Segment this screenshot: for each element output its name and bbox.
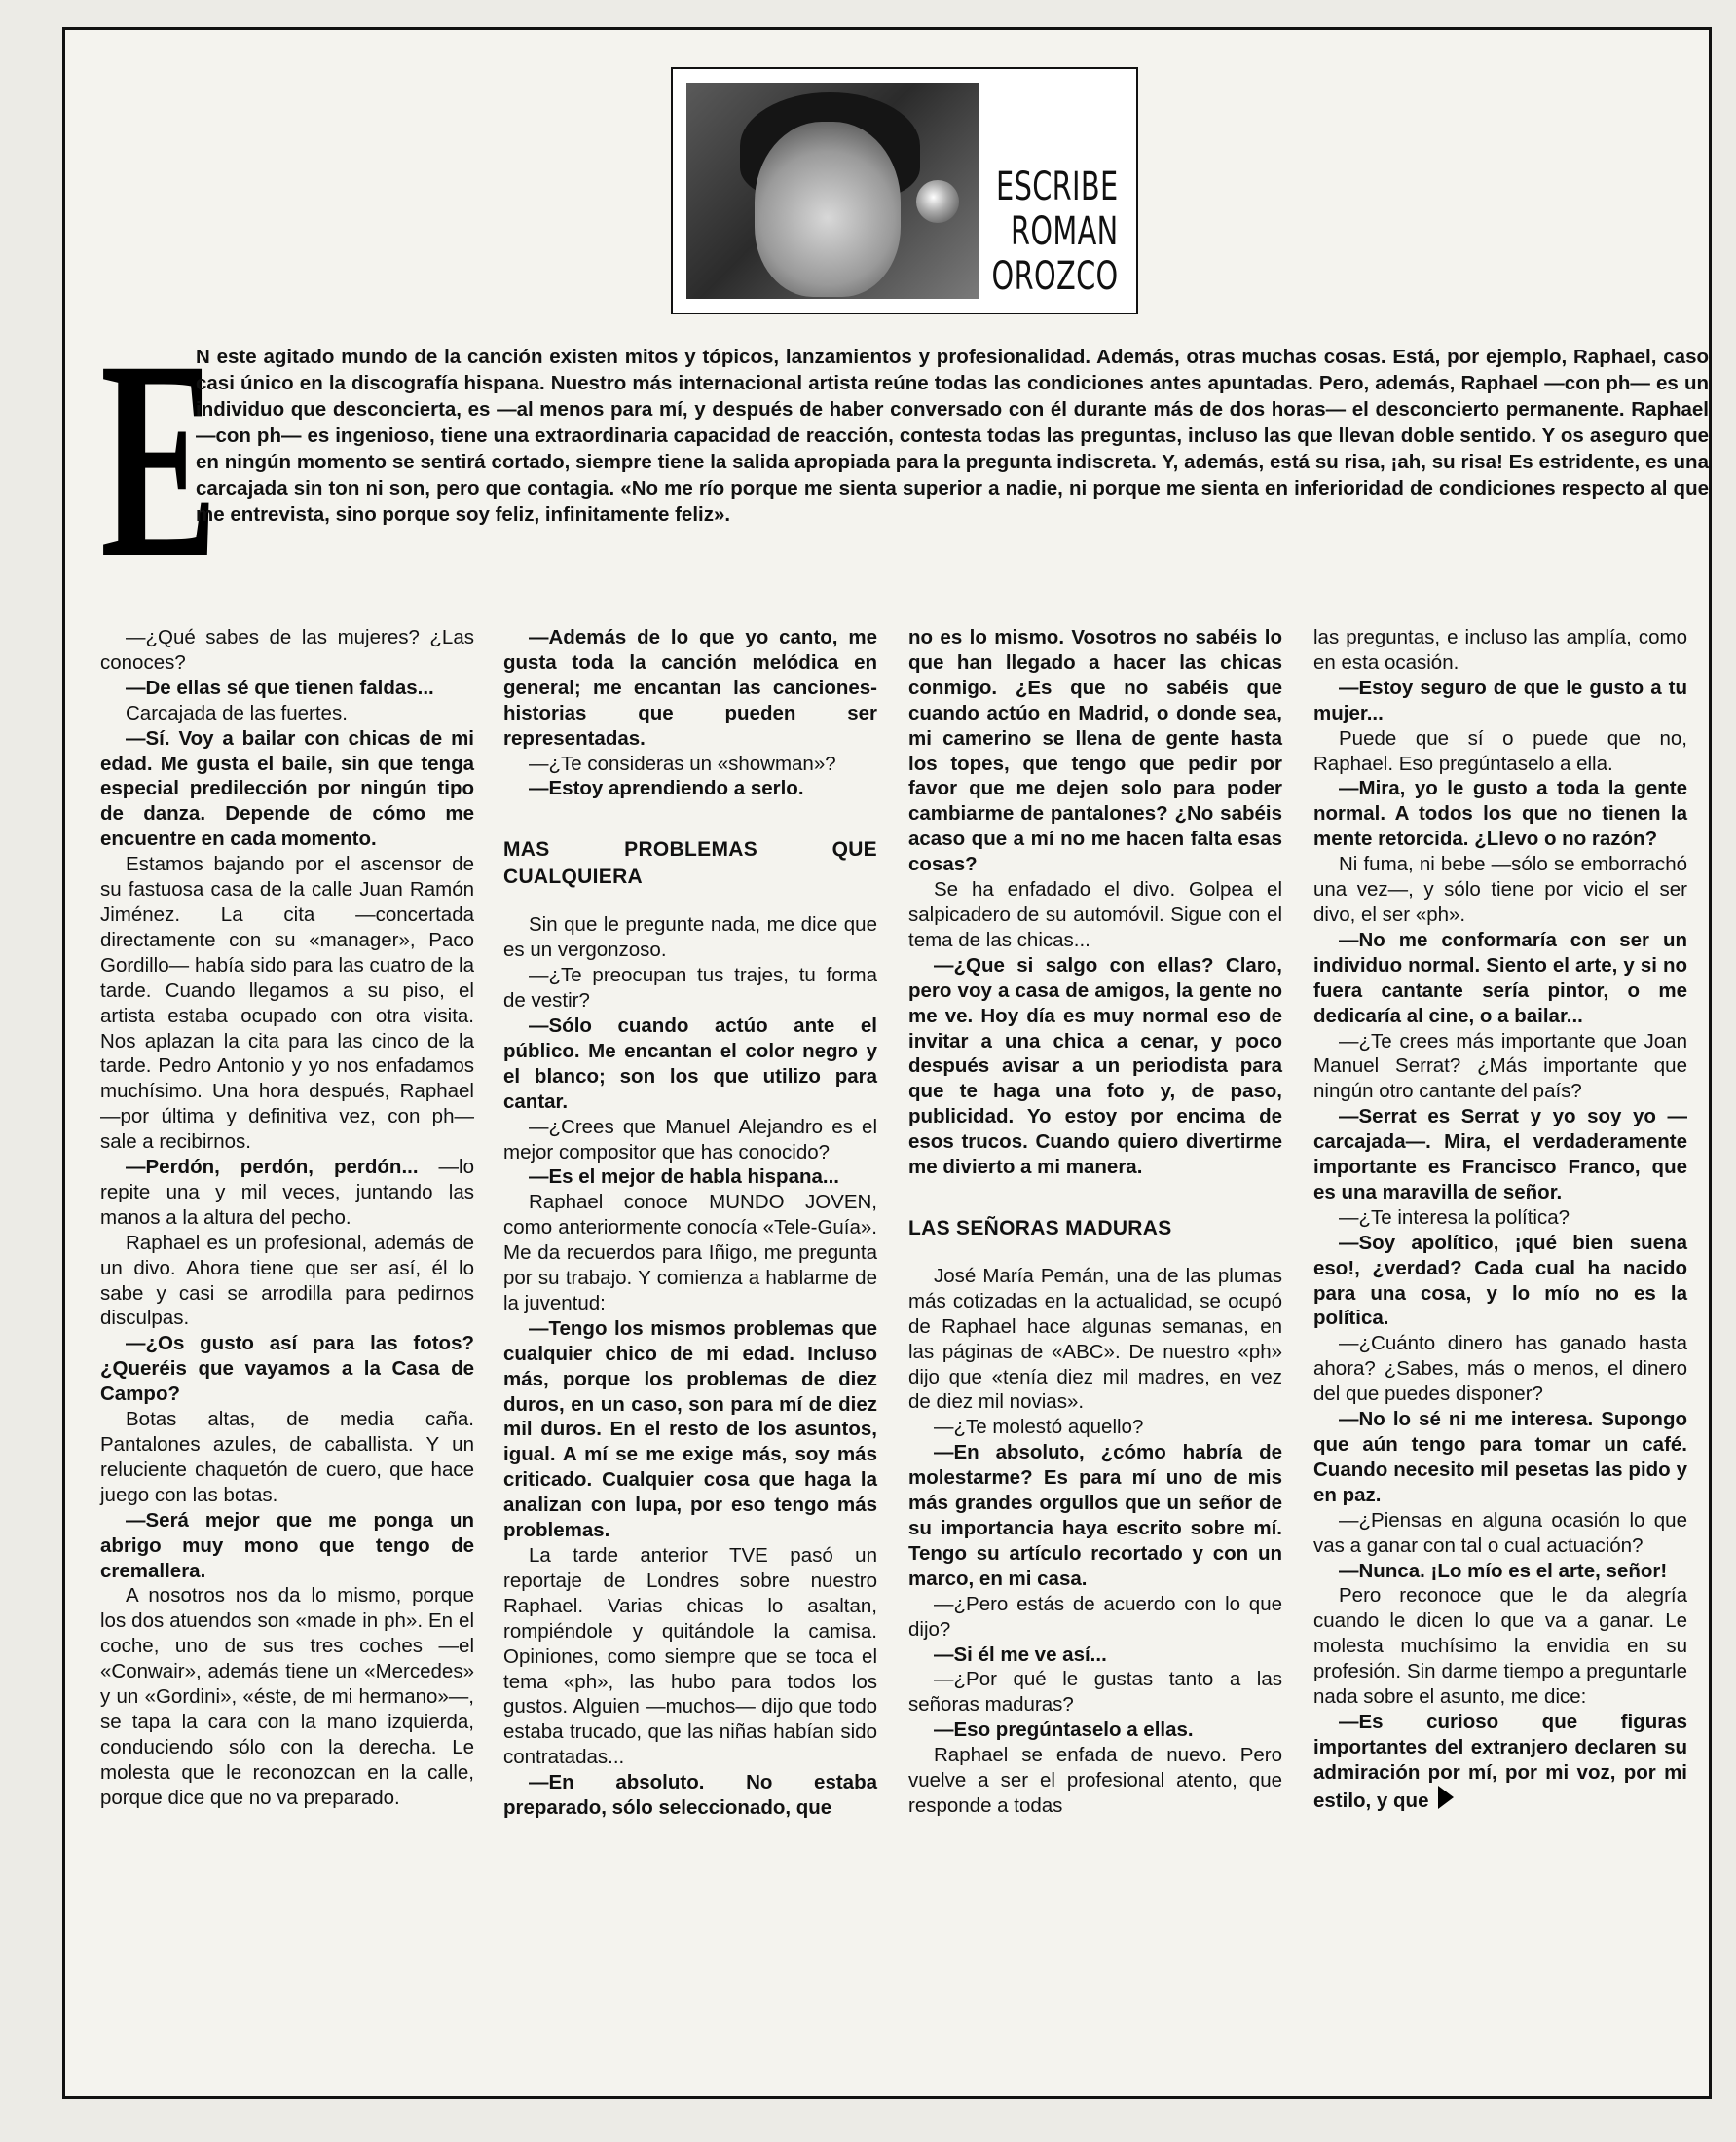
paragraph-text: —Estoy seguro de que le gusto a tu mujer... <box>1313 676 1687 724</box>
article-column-3 <box>908 625 1282 1819</box>
paragraph-text: —¿Te molestó aquello? <box>934 1416 1144 1439</box>
article-paragraph <box>1313 1583 1687 1710</box>
lead-paragraph <box>100 303 1709 617</box>
article-paragraph <box>908 953 1282 1180</box>
article-paragraph <box>1313 726 1687 777</box>
article-paragraph <box>908 877 1282 953</box>
paragraph-text: —Tengo los mismos problemas que cualquier chico de mi edad. Incluso más, porque los problemas de diez duros, en un caso, son para mí de diez mil duros. En el resto de los asuntos, igual. A mí se me exige más, soy más criticado. Cualquier cosa que haga la analizan con lupa, por eso tengo más problemas. <box>503 1316 877 1542</box>
paragraph-text: Raphael se enfada de nuevo. Pero vuelve a ser el profesional atento, que responde a todas <box>908 1744 1282 1817</box>
article-paragraph <box>1313 852 1687 928</box>
continue-arrow-icon <box>1438 1786 1454 1809</box>
paragraph-text: —Es curioso que figuras importantes del extranjero declaren su admiración por mí, por mi voz, por mi estilo, y que <box>1313 1710 1687 1812</box>
article-paragraph <box>503 1115 877 1165</box>
paragraph-text: —Nunca. ¡Lo mío es el arte, señor! <box>1339 1559 1668 1582</box>
article-paragraph <box>908 1415 1282 1440</box>
paragraph-text: —¿Te preocupan tus trajes, tu forma de vestir? <box>503 964 877 1013</box>
paragraph-text: —Mira, yo le gusto a toda la gente normal. A todos los que no tienen la mente retorcida. ¿Llevo o no razón? <box>1313 777 1687 851</box>
magazine-page <box>62 27 1712 2099</box>
article-paragraph <box>503 1543 877 1770</box>
paragraph-text: —En absoluto. No estaba preparado, sólo seleccionado, que <box>503 1771 877 1820</box>
paragraph-text: —Estoy aprendiendo a serlo. <box>529 777 804 800</box>
drop-cap: E <box>100 303 218 617</box>
paragraph-text: Raphael conoce MUNDO JOVEN, como anteriormente conocía «Tele-Guía». Me da recuerdos para Iñigo, me pregunta por su trabajo. Y comienza a hablarme de la juventud: <box>503 1191 877 1314</box>
article-paragraph <box>503 776 877 801</box>
paragraph-text: —Serrat es Serrat y yo soy yo —carcajada—. Mira, el verdaderamente importante es Francisco Franco, que es una maravilla de señor. <box>1313 1105 1687 1203</box>
paragraph-text: —¿Te crees más importante que Joan Manuel Serrat? ¿Más importante que ningún otro cantante del país? <box>1313 1029 1687 1103</box>
byline-line3: OROZCO <box>991 254 1119 299</box>
paragraph-text: Raphael es un profesional, además de un divo. Ahora tiene que ser así, él lo sabe y casi se arrodilla para pedirnos disculpas. <box>100 1231 474 1330</box>
paragraph-text: Carcajada de las fuertes. <box>126 701 348 724</box>
lead-text: N este agitado mundo de la canción existen mitos y tópicos, lanzamientos y profesionalidad. Además, otras muchas cosas. Está, por ejemplo, Raphael, caso casi único en la discografía hispana. Nuestro más internacional artista reúne todas las condiciones antes apuntadas. Pero, además, Raphael —con ph— es un individuo que desconcierta, es —al menos para mí, y después de haber conversado con él durante más de dos horas— el desconcierto permanente. Raphael —con ph— es ingenioso, tiene una extraordinaria capacidad de reacción, contesta todas las preguntas, incluso las que llevan doble sentido. Y os aseguro que en ningún momento se sentirá cortado, siempre tiene la salida apropiada para la pregunta indiscreta. Y, además, está su risa, ¡ah, su risa! Es estridente, es una carcajada sin ton ni son, pero que contagia. «No me río porque me sienta superior a nadie, ni porque me sienta en inferioridad de condiciones respecto al que me entrevista, sino porque soy feliz, infinitamente feliz». <box>196 346 1709 526</box>
article-paragraph <box>908 1592 1282 1643</box>
article-paragraph <box>503 1190 877 1316</box>
article-paragraph <box>100 676 474 701</box>
article-paragraph <box>503 1164 877 1190</box>
byline-box <box>671 67 1138 314</box>
paragraph-text: —No me conformaría con ser un individuo normal. Siento el arte, y si no fuera cantante sería pintor, o me dedicaría al cine, o a bailar... <box>1313 928 1687 1027</box>
article-column-2 <box>503 625 877 1821</box>
paragraph-text: Se ha enfadado el divo. Golpea el salpicadero de su automóvil. Sigue con el tema de las chicas... <box>908 878 1282 951</box>
article-paragraph <box>503 1014 877 1115</box>
paragraph-text: las preguntas, e incluso las amplía, como en esta ocasión. <box>1313 626 1687 674</box>
article-paragraph <box>908 1667 1282 1717</box>
paragraph-text: —Eso pregúntaselo a ellas. <box>934 1718 1194 1742</box>
paragraph-tail: —lo repite una y mil veces, juntando las manos a la altura del pecho. <box>100 1156 474 1229</box>
article-column-1 <box>100 625 474 1811</box>
paragraph-text: La tarde anterior TVE pasó un reportaje de Londres sobre nuestro Raphael. Varias chicas lo asaltan, rompiéndole y quitándole la camisa. Opiniones, como siempre que se toca el tema «ph», las hubo para todos los gustos. Alguien —muchos— dijo que todo estaba trucado, que las niñas habían sido contratadas... <box>503 1544 877 1769</box>
article-paragraph <box>1313 1029 1687 1105</box>
byline-line1: ESCRIBE <box>996 165 1119 209</box>
paragraph-text: —¿Crees que Manuel Alejandro es el mejor compositor que has conocido? <box>503 1115 877 1163</box>
article-paragraph <box>100 625 474 676</box>
article-paragraph <box>503 1316 877 1543</box>
paragraph-text: —Es el mejor de habla hispana... <box>529 1165 839 1189</box>
paragraph-text: A nosotros nos da lo mismo, porque los dos atuendos son «made in ph». En el coche, uno de sus tres coches —el «Conwair», además tiene un «Mercedes» y un «Gordini», «éste, de mi hermano»—, se tapa la cara con la mano izquierda, conduciendo sólo con la derecha. Le molesta que le reconozcan en la calle, porque dice que no va preparado. <box>100 1584 474 1809</box>
article-paragraph <box>908 1743 1282 1819</box>
paragraph-text: —¿Cuánto dinero has ganado hasta ahora? ¿Sabes, más o menos, el dinero del que puedes disponer? <box>1313 1332 1687 1406</box>
article-paragraph <box>908 1264 1282 1415</box>
article-paragraph <box>1313 1710 1687 1814</box>
article-paragraph <box>1313 1104 1687 1205</box>
article-paragraph <box>908 625 1282 877</box>
lead-section <box>100 303 1709 630</box>
article-paragraph <box>1313 1559 1687 1584</box>
paragraph-text: no es lo mismo. Vosotros no sabéis lo que han llegado a hacer las chicas conmigo. ¿Es que no sabéis que cuando actúo en Madrid, o donde sea, mi camerino se llena de gente hasta los topes, que tengo que pedir por favor que me dejen solo para poder cambiarme de pantalones? ¿No sabéis acaso que a mí no me hacen falta esas cosas? <box>908 626 1282 876</box>
article-paragraph <box>1313 928 1687 1029</box>
paragraph-text: —¿Pero estás de acuerdo con lo que dijo? <box>908 1592 1282 1641</box>
paragraph-text: —¿Os gusto así para las fotos? ¿Queréis que vayamos a la Casa de Campo? <box>100 1332 474 1406</box>
article-paragraph <box>1313 1205 1687 1231</box>
paragraph-text: —Soy apolítico, ¡qué bien suena eso!, ¿verdad? Cada cual ha nacido para una cosa, y lo mío no es la política. <box>1313 1231 1687 1330</box>
paragraph-text: Ni fuma, ni bebe —sólo se emborrachó una vez—, y sólo tiene por vicio el ser divo, el ser «ph». <box>1313 853 1687 926</box>
paragraph-text: —De ellas sé que tienen faldas... <box>126 676 434 699</box>
article-paragraph <box>100 726 474 853</box>
section-heading: LAS SEÑORAS MADURAS <box>908 1216 1172 1239</box>
paragraph-text: Botas altas, de media caña. Pantalones azules, de caballista. Y un reluciente chaquetón de cuero, que hace juego con las botas. <box>100 1408 474 1506</box>
article-paragraph <box>1313 1407 1687 1508</box>
article-paragraph <box>100 1508 474 1584</box>
article-paragraph <box>1313 1231 1687 1332</box>
paragraph-text: —En absoluto, ¿cómo habría de molestarme? Es para mí uno de mis más grandes orgullos que un señor de su importancia haya escrito sobre mí. Tengo su artículo recortado y con un marco, en mi casa. <box>908 1441 1282 1590</box>
paragraph-text: —¿Qué sabes de las mujeres? ¿Las conoces? <box>100 626 474 674</box>
paragraph-text: —Será mejor que me ponga un abrigo muy mono que tengo de cremallera. <box>100 1508 474 1582</box>
article-paragraph <box>100 852 474 1155</box>
article-paragraph <box>100 1155 474 1231</box>
byline-line2: ROMAN <box>1011 209 1119 254</box>
article-paragraph <box>100 1331 474 1407</box>
paragraph-text: —¿Te consideras un «showman»? <box>529 752 836 775</box>
paragraph-text: —Además de lo que yo canto, me gusta toda la canción melódica en general; me encantan las canciones-historias que pueden ser representadas. <box>503 626 877 750</box>
article-paragraph <box>503 963 877 1014</box>
article-column-4 <box>1313 625 1687 1814</box>
article-paragraph <box>100 1583 474 1810</box>
byline-text <box>992 165 1119 299</box>
article-paragraph <box>908 1440 1282 1591</box>
paragraph-text: —No lo sé ni me interesa. Supongo que aún tengo para tomar un café. Cuando necesito mil pesetas las pido y en paz. <box>1313 1408 1687 1506</box>
paragraph-text: Sin que le pregunte nada, me dice que es un vergonzoso. <box>503 913 877 962</box>
article-paragraph <box>503 752 877 777</box>
article-paragraph <box>1313 776 1687 852</box>
paragraph-text: Estamos bajando por el ascensor de su fastuosa casa de la calle Juan Ramón Jiménez. La cita —concertada directamente con su «manager», Paco Gordillo— había sido para las cuatro de la tarde. Cuando llegamos a su piso, el artista estaba ocupado con otra visita. Nos aplazan la cita para las cinco de la tarde. Pedro Antonio y yo nos enfadamos muchísimo. Una hora después, Raphael —por última y definitiva vez, con ph— sale a recibirnos. <box>100 853 474 1154</box>
paragraph-text: —¿Te interesa la política? <box>1339 1205 1570 1229</box>
article-paragraph <box>1313 1331 1687 1407</box>
article-paragraph <box>503 625 877 752</box>
paragraph-text: —Sí. Voy a bailar con chicas de mi edad. Me gusta el baile, sin que tenga especial predilección por ningún tipo de danza. Depende de cómo me encuentre en cada momento. <box>100 726 474 851</box>
article-paragraph <box>100 701 474 726</box>
paragraph-text: José María Pemán, una de las plumas más cotizadas en la actualidad, se ocupó de Raphael hace algunas semanas, en las páginas de «ABC». De nuestro «ph» dijo que «tenía diez mil madres, en vez de diez mil novias». <box>908 1264 1282 1414</box>
article-paragraph <box>503 912 877 963</box>
section-heading: MAS PROBLEMAS QUE CUALQUIERA <box>503 838 877 889</box>
paragraph-text: —¿Piensas en alguna ocasión lo que vas a ganar con tal o cual actuación? <box>1313 1508 1687 1557</box>
paragraph-text: Puede que sí o puede que no, Raphael. Eso pregúntaselo a ella. <box>1313 726 1687 775</box>
article-paragraph <box>908 1717 1282 1743</box>
article-paragraph <box>1313 1508 1687 1559</box>
article-paragraph <box>100 1407 474 1508</box>
paragraph-text: —¿Que si salgo con ellas? Claro, pero voy a casa de amigos, la gente no me ve. Hoy día es muy normal eso de invitar a una chica a cenar, y poco después avisar a un periodista para que te haga una foto y, de paso, publicidad. Yo estoy por encima de esos trucos. Cuando quiero divertirme me divierto a mi manera. <box>908 953 1282 1179</box>
article-paragraph <box>503 1770 877 1821</box>
bold-quote: —Perdón, perdón, perdón... <box>126 1156 419 1179</box>
author-photo <box>686 83 979 299</box>
article-paragraph <box>1313 625 1687 676</box>
paragraph-text: Pero reconoce que le da alegría cuando le dicen lo que va a ganar. Le molesta muchísimo la envidia en su profesión. Sin darme tiempo a preguntarle nada sobre el asunto, me dice: <box>1313 1584 1687 1709</box>
article-paragraph <box>100 1231 474 1332</box>
article-paragraph <box>908 1643 1282 1668</box>
paragraph-text: —¿Por qué le gustas tanto a las señoras maduras? <box>908 1668 1282 1717</box>
article-paragraph <box>1313 676 1687 726</box>
paragraph-text: —Sólo cuando actúo ante el público. Me encantan el color negro y el blanco; son los que utilizo para cantar. <box>503 1014 877 1113</box>
paragraph-text: —Si él me ve así... <box>934 1643 1107 1666</box>
